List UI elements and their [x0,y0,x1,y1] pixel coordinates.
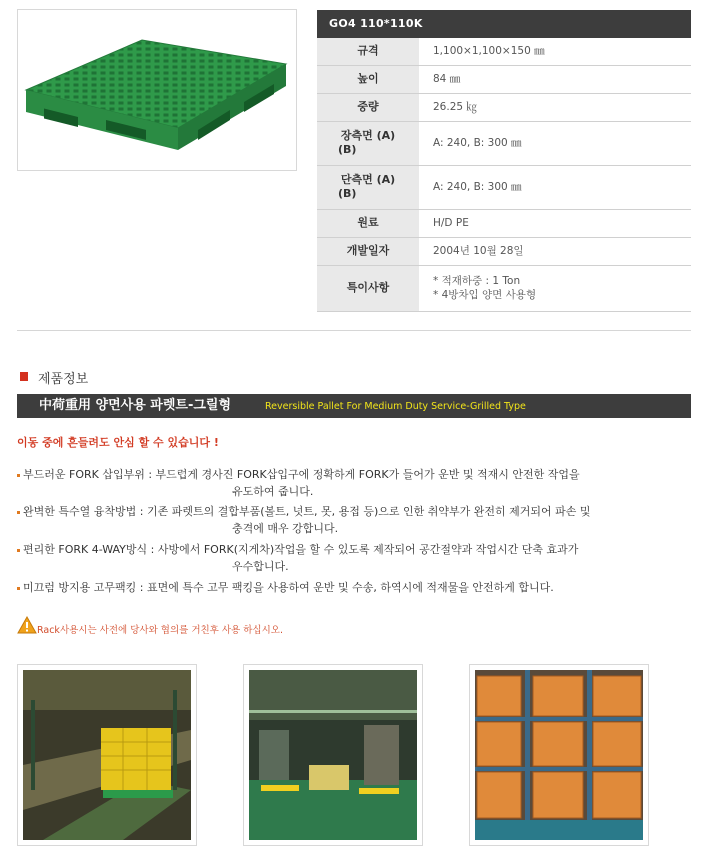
spec-value: A: 240, B: 300 ㎜ [419,165,691,209]
banner-title-ko: 中荷重用 양면사용 파렛트-그릴형 [39,398,232,413]
feature-item [17,579,554,596]
spec-note-line: * 4방차입 양면 사용형 [433,289,537,301]
spec-value: A: 240, B: 300 ㎜ [419,121,691,165]
spec-label [317,121,419,165]
warning-triangle-icon [17,616,37,634]
product-image-frame [17,9,297,171]
spec-note-line: * 적재하중 : 1 Ton [433,275,521,287]
rack-storage-image [475,670,643,840]
spec-value: 84 ㎜ [419,65,691,93]
conveyor-line-image [23,670,191,840]
feature-item [17,466,580,500]
spec-value: 1,100×1,100×150 ㎜ [419,38,691,65]
spec-label [317,165,419,209]
banner-title-en: Reversible Pallet For Medium Duty Service-Grilled Type [265,401,526,412]
feature-line: 완벽한 특수열 융착방법 : 기존 파렛트의 결합부품(볼트, 넛트, 못, 용접 등)으로 인한 취약부가 완전히 제거되어 파손 및 [23,505,591,518]
spec-label: 높이 [317,65,419,93]
spec-label-line: 단측면 (A) [340,173,396,186]
spec-label-line: 장측면 (A) [340,129,396,142]
spec-table [317,10,691,312]
feature-line: 편리한 FORK 4-WAY방식 : 사방에서 FORK(지게차)작업을 할 수 있도록 제작되어 공간절약과 작업시간 단축 효과가 [23,543,579,556]
model-header: GO4 110*110K [317,10,691,38]
feature-line-cont: 유도하여 줍니다. [232,485,314,498]
spec-label: 특이사항 [317,265,419,311]
spec-label: 규격 [317,38,419,65]
bullet-dot-icon [17,549,20,552]
spec-value: H/D PE [419,209,691,237]
section-square-icon [20,372,28,381]
product-banner [17,394,691,418]
warehouse-floor-image [249,670,417,840]
alert-text: 이동 중에 흔들려도 안심 할 수 있습니다 ! [17,436,219,449]
factory-photo-3 [469,664,649,846]
spec-label-line: (B) [338,187,357,200]
feature-line: 부드러운 FORK 삽입부위 : 부드럽게 경사진 FORK삽입구에 정확하게 FORK가 들어가 운반 및 적재시 안전한 작업을 [23,468,580,481]
factory-photo-1 [17,664,197,846]
spec-label: 중량 [317,93,419,121]
feature-line-cont: 충격에 매우 강합니다. [232,522,339,535]
bullet-dot-icon [17,474,20,477]
spec-label: 원료 [317,209,419,237]
feature-line: 미끄럼 방지용 고무팩킹 : 표면에 특수 고무 팩킹을 사용하여 운반 및 수송, 하역시에 적재물을 안전하게 합니다. [23,581,554,594]
section-title: 제품정보 [38,372,89,387]
divider [17,330,691,331]
warning-text: Rack사용시는 사전에 당사와 협의를 거친후 사용 하십시오. [37,625,283,636]
spec-value: 26.25 ㎏ [419,93,691,121]
spec-label: 개발일자 [317,237,419,265]
spec-value: 2004년 10월 28일 [419,237,691,265]
spec-value [419,265,691,311]
factory-photo-2 [243,664,423,846]
pallet-image [18,10,296,170]
spec-label-line: (B) [338,143,357,156]
bullet-dot-icon [17,511,20,514]
feature-item [17,541,578,575]
feature-item [17,503,591,537]
feature-line-cont: 우수합니다. [232,560,289,573]
bullet-dot-icon [17,587,20,590]
